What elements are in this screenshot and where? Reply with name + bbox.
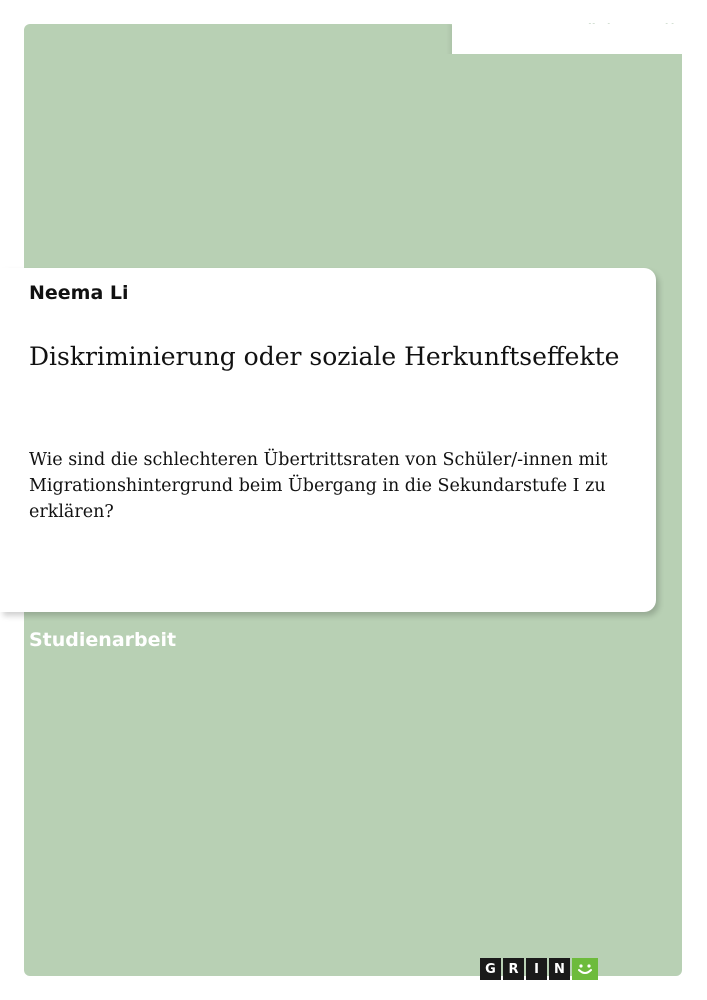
- book-title: Diskriminierung oder soziale Herkunftseffekte: [29, 342, 620, 371]
- smile-icon: [572, 958, 598, 980]
- logo-letter-r: R: [503, 958, 524, 980]
- tab-notch: [452, 24, 688, 54]
- author-name: Neema Li: [29, 282, 129, 304]
- logo-letter-g: G: [480, 958, 501, 980]
- book-subtitle: Wie sind die schlechteren Übertrittsraten von Schüler/-innen mit Migrationshintergrund beim Übergang in die Sekundarstufe I zu erklären?: [29, 450, 608, 522]
- title-card: [0, 268, 656, 612]
- logo-letter-i: I: [526, 958, 547, 980]
- logo-letter-n: N: [549, 958, 570, 980]
- document-type: Studienarbeit: [29, 629, 177, 651]
- publisher-logo: [480, 958, 598, 980]
